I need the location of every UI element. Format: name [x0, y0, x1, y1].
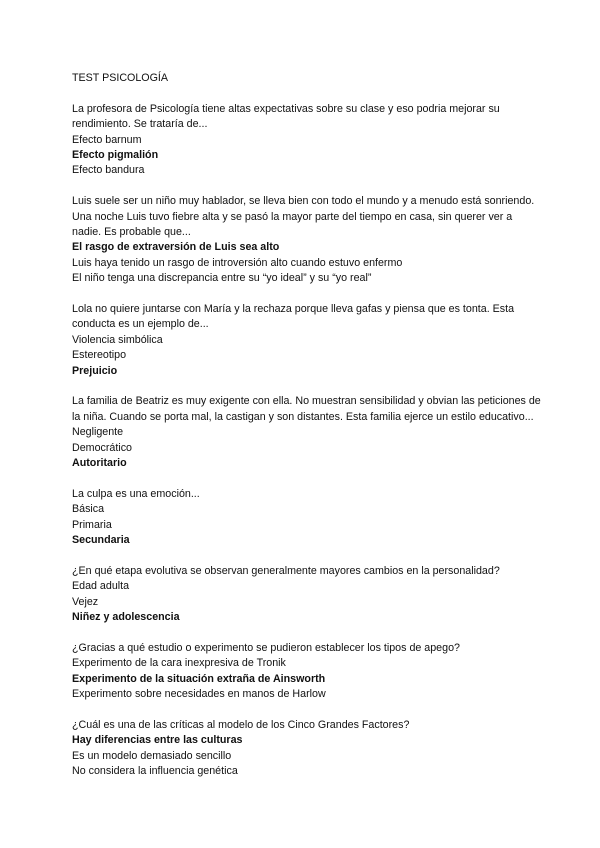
answer-option: Efecto barnum — [72, 133, 142, 146]
question-block — [72, 194, 542, 286]
answer-option: El niño tenga una discrepancia entre su “yo ideal” y su “yo real” — [72, 272, 372, 285]
question-text: Lola no quiere juntarse con María y la rechaza porque lleva gafas y piensa que es tonta. Esta conducta es un ejemplo de... — [72, 303, 515, 331]
answer-option: Negligente — [72, 426, 124, 439]
question-block — [72, 718, 542, 780]
answer-option: Experimento sobre necesidades en manos de Harlow — [72, 688, 326, 701]
question-text: La culpa es una emoción... — [72, 487, 200, 500]
question-text: ¿En qué etapa evolutiva se observan generalmente mayores cambios en la personalidad? — [72, 564, 500, 577]
answer-option-correct: El rasgo de extraversión de Luis sea alto — [72, 241, 280, 254]
question-text: ¿Gracias a qué estudio o experimento se pudieron establecer los tipos de apego? — [72, 641, 460, 654]
answer-option-correct: Experimento de la situación extraña de Ainsworth — [72, 672, 326, 685]
question-block — [72, 102, 542, 179]
answer-option-correct: Prejuicio — [72, 364, 118, 377]
answer-option: Democrático — [72, 441, 132, 454]
answer-option: Efecto bandura — [72, 164, 145, 177]
answer-option: Primaria — [72, 518, 112, 531]
answer-option: Básica — [72, 503, 105, 516]
answer-option: Experimento de la cara inexpresiva de Tronik — [72, 657, 286, 670]
question-block — [72, 302, 542, 379]
question-text: Luis suele ser un niño muy hablador, se lleva bien con todo el mundo y a menudo está sonriendo. Una noche Luis tuvo fiebre alta y se pasó la mayor parte del tiempo en casa, sin querer ver a nadie. Es probable que... — [72, 195, 535, 239]
answer-option-correct: Efecto pigmalión — [72, 149, 159, 162]
answer-option: Violencia simbólica — [72, 333, 163, 346]
answer-option-correct: Secundaria — [72, 534, 130, 547]
answer-option: Vejez — [72, 595, 99, 608]
answer-option: Luis haya tenido un rasgo de introversión alto cuando estuvo enfermo — [72, 256, 403, 269]
question-text: La familia de Beatriz es muy exigente con ella. No muestran sensibilidad y obvian las peticiones de la niña. Cuando se porta mal, la castigan y son distantes. Esta familia ejerce un estilo educativo... — [72, 395, 541, 423]
answer-option-correct: Hay diferencias entre las culturas — [72, 734, 243, 747]
question-block — [72, 394, 542, 471]
question-text: ¿Cuál es una de las críticas al modelo de los Cinco Grandes Factores? — [72, 718, 410, 731]
page-title: TEST PSICOLOGÍA — [72, 72, 169, 84]
answer-option: Edad adulta — [72, 580, 130, 593]
question-text: La profesora de Psicología tiene altas expectativas sobre su clase y eso podria mejorar su rendimiento. Se trataría de... — [72, 102, 500, 131]
document-body — [72, 71, 542, 795]
question-block — [72, 564, 542, 626]
answer-option-correct: Autoritario — [72, 457, 127, 470]
answer-option: Estereotipo — [72, 349, 127, 362]
answer-option: No considera la influencia genética — [72, 765, 238, 778]
answer-option: Es un modelo demasiado sencillo — [72, 749, 232, 762]
answer-option-correct: Niñez y adolescencia — [72, 611, 180, 624]
question-block — [72, 487, 542, 549]
question-block — [72, 641, 542, 703]
